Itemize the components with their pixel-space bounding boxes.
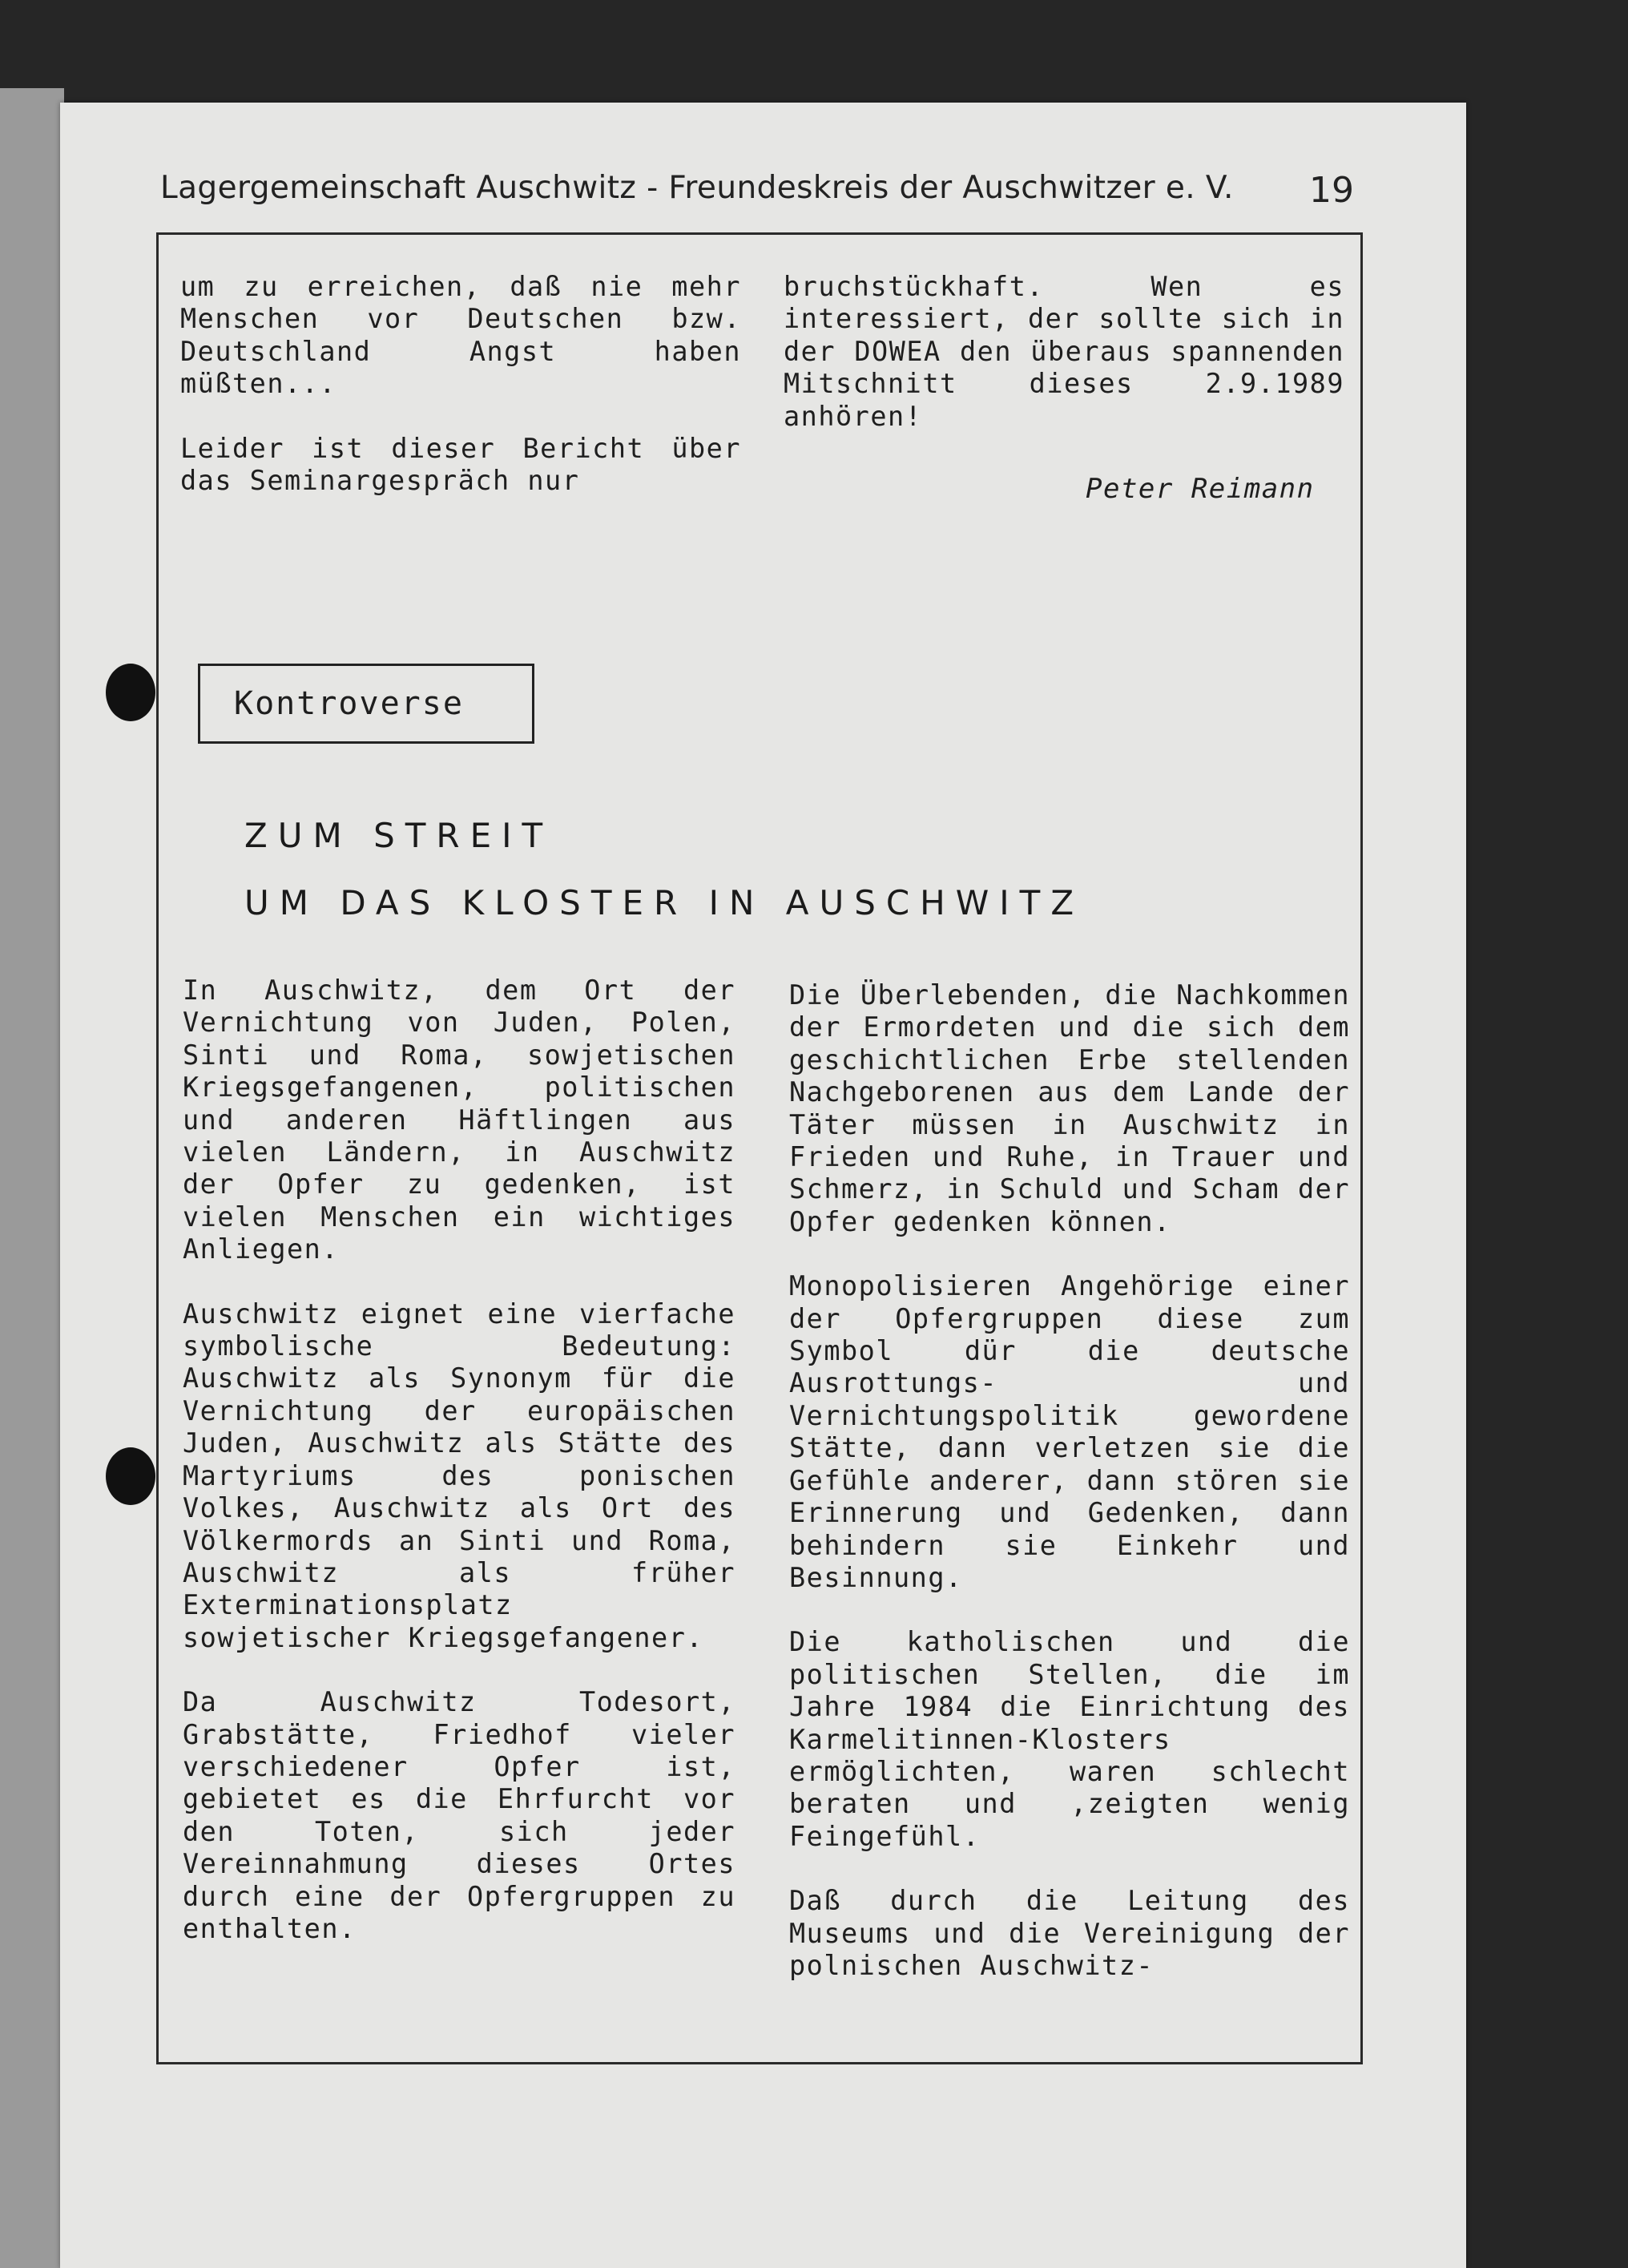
intro-left-column	[180, 271, 741, 529]
page-header	[160, 170, 1354, 218]
intro-paragraph: bruchstückhaft. Wen es interessiert, der sollte sich in der DOWEA den überaus spannenden Mitschnitt dieses 2.9.1989 anhören!	[784, 271, 1344, 432]
headline-line-2: UM DAS KLOSTER IN AUSCHWITZ	[244, 883, 1085, 922]
article-paragraph: Monopolisieren Angehörige einer der Opfergruppen diese zum Symbol dür die deutsche Ausrottungs- und Vernichtungspolitik gewordene Stätte, dann verletzen sie die Gefühle anderer, dann stören sie Erinnerung und Gedenken, dann behindern sie Einkehr und Besinnung.	[789, 1270, 1350, 1593]
article-paragraph: Auschwitz eignet eine vierfache symbolische Bedeutung: Auschwitz als Synonym für die Vernichtung der europäischen Juden, Auschwitz als Stätte des Martyriums des ponischen Volkes, Auschwitz als Ort des Völkermords an Sinti und Roma, Auschwitz als früher Exterminationsplatz sowjetischer Kriegsgefangener.	[183, 1297, 735, 1653]
headline-line-1: ZUM STREIT	[244, 816, 554, 855]
page-number: 19	[1309, 170, 1354, 211]
section-label-box: Kontroverse	[198, 664, 534, 744]
intro-paragraph: um zu erreichen, daß nie mehr Menschen vor Deutschen bzw. Deutschland Angst haben müßten...	[180, 271, 741, 400]
intro-right-column	[784, 271, 1344, 465]
punch-hole-top	[106, 664, 155, 721]
header-title: Lagergemeinschaft Auschwitz - Freundeskreis der Auschwitzer e. V.	[160, 170, 1234, 206]
article-paragraph: Die katholischen und die politischen Stellen, die im Jahre 1984 die Einrichtung des Karmelitinnen-Klosters ermöglichten, waren schlecht beraten und ,zeigten wenig Feingefühl.	[789, 1626, 1350, 1852]
article-paragraph: Da Auschwitz Todesort, Grabstätte, Friedhof vieler verschiedener Opfer ist, gebietet es die Ehrfurcht vor den Toten, sich jeder Vereinnahmung dieses Ortes durch eine der Opfergruppen zu enthalten.	[183, 1686, 735, 1944]
article-left-column	[183, 975, 735, 1977]
article-paragraph: In Auschwitz, dem Ort der Vernichtung von Juden, Polen, Sinti und Roma, sowjetischen Kriegsgefangenen, politischen und anderen Häftlingen aus vielen Ländern, in Auschwitz der Opfer zu gedenken, ist vielen Menschen ein wichtiges Anliegen.	[183, 975, 735, 1265]
adjacent-page-edge	[0, 88, 64, 2268]
article-paragraph: Die Überlebenden, die Nachkommen der Ermordeten und die sich dem geschichtlichen Erbe stellenden Nachgeborenen aus dem Lande der Täter müssen in Auschwitz in Frieden und Ruhe, in Trauer und Schmerz, in Schuld und Scham der Opfer gedenken können.	[789, 979, 1350, 1237]
intro-paragraph: Leider ist dieser Bericht über das Seminargespräch nur	[180, 432, 741, 497]
article-paragraph: Daß durch die Leitung des Museums und die Vereinigung der polnischen Auschwitz-	[789, 1885, 1350, 1981]
punch-hole-bottom	[106, 1447, 155, 1505]
article-right-column	[789, 979, 1350, 2014]
author-signature: Peter Reimann	[1086, 473, 1315, 505]
